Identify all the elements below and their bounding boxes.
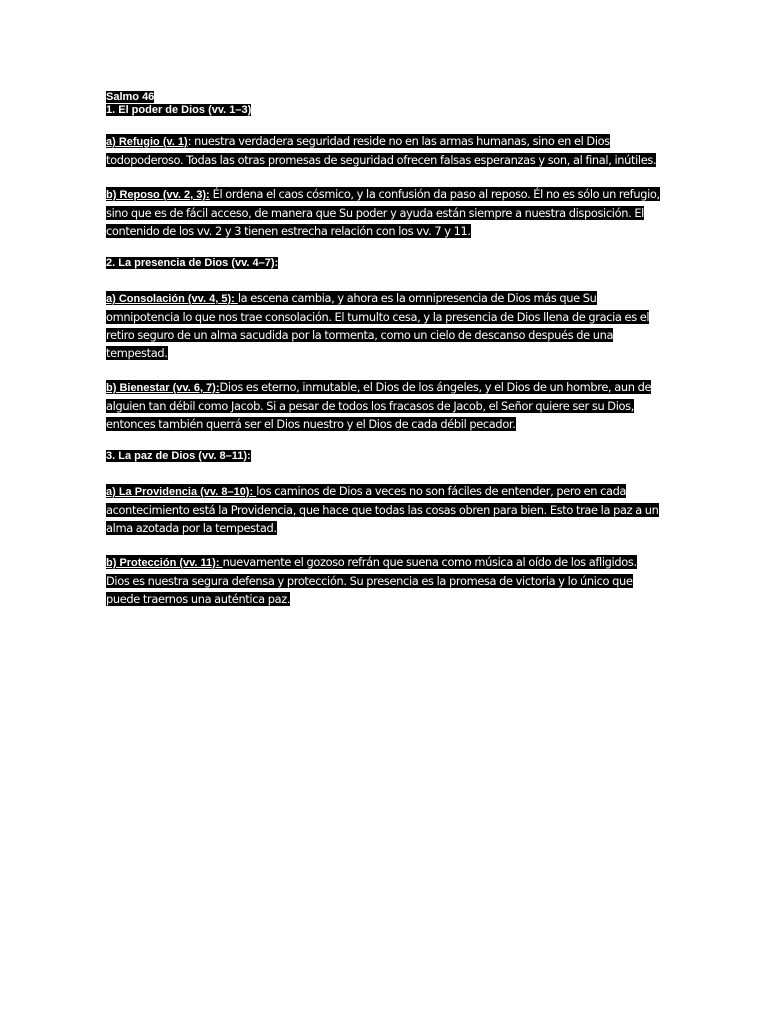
section-3-heading: 3. La paz de Dios (vv. 8–11): xyxy=(106,450,251,462)
paragraph-bienestar xyxy=(106,378,662,433)
document-page xyxy=(106,91,662,624)
section-1-heading: 1. El poder de Dios (vv. 1–3) xyxy=(106,104,252,116)
label-bienestar: b) Bienestar (vv. 6, 7): xyxy=(106,382,220,394)
paragraph-refugio xyxy=(106,132,662,169)
paragraph-providencia xyxy=(106,482,662,537)
section-2-heading: 2. La presencia de Dios (vv. 4–7): xyxy=(106,257,279,269)
paragraph-reposo xyxy=(106,185,662,240)
label-consolacion: a) Consolación (vv. 4, 5): xyxy=(106,293,238,305)
label-providencia: a) La Providencia (vv. 8–10): xyxy=(106,486,257,498)
text-proteccion: nuevamente el gozoso refrán que suena como música al oído de los afligidos. Dios es nuestra segura defensa y protección. Su presencia es la promesa de victoria y lo único que puede traernos una auténtica paz. xyxy=(106,555,637,606)
text-providencia: los caminos de Dios a veces no son fáciles de entender, pero en cada acontecimiento está la Providencia, que hace que todas las cosas obren para bien. Esto trae la paz a un alma azotada por la tempestad. xyxy=(106,484,659,535)
label-reposo: b) Reposo (vv. 2, 3): xyxy=(106,189,210,201)
text-refugio: : nuestra verdadera seguridad reside no en las armas humanas, sino en el Dios todopoderoso. Todas las otras promesas de seguridad ofrecen falsas esperanzas y son, al final, inútiles. xyxy=(106,134,657,167)
text-reposo: Él ordena el caos cósmico, y la confusión da paso al reposo. Él no es sólo un refugio, sino que es de fácil acceso, de manera que Su poder y ayuda están siempre a nuestra disposición. El contenido de los vv. 2 y 3 tienen estrecha relación con los vv. 7 y 11. xyxy=(106,187,660,238)
title-block xyxy=(106,91,662,117)
text-consolacion: la escena cambia, y ahora es la omnipresencia de Dios más que Su omnipotencia lo que nos trae consolación. El tumulto cesa, y la presencia de Dios llena de gracia es el retiro seguro de un alma sacudida por la tormenta, como un cielo de descanso después de una tempestad. xyxy=(106,291,650,360)
label-refugio: a) Refugio (v. 1) xyxy=(106,136,188,148)
section-3-heading-block xyxy=(106,449,662,464)
label-proteccion: b) Protección (vv. 11): xyxy=(106,557,223,569)
document-title: Salmo 46 xyxy=(106,91,155,103)
section-2-heading-block xyxy=(106,256,662,271)
text-bienestar: Dios es eterno, inmutable, el Dios de los ángeles, y el Dios de un hombre, aun de alguien tan débil como Jacob. Si a pesar de todos los fracasos de Jacob, el Señor quiere ser su Dios, entonces también querrá ser el Dios nuestro y el Dios de cada débil pecador. xyxy=(106,380,652,431)
paragraph-proteccion xyxy=(106,553,662,608)
paragraph-consolacion xyxy=(106,289,662,362)
